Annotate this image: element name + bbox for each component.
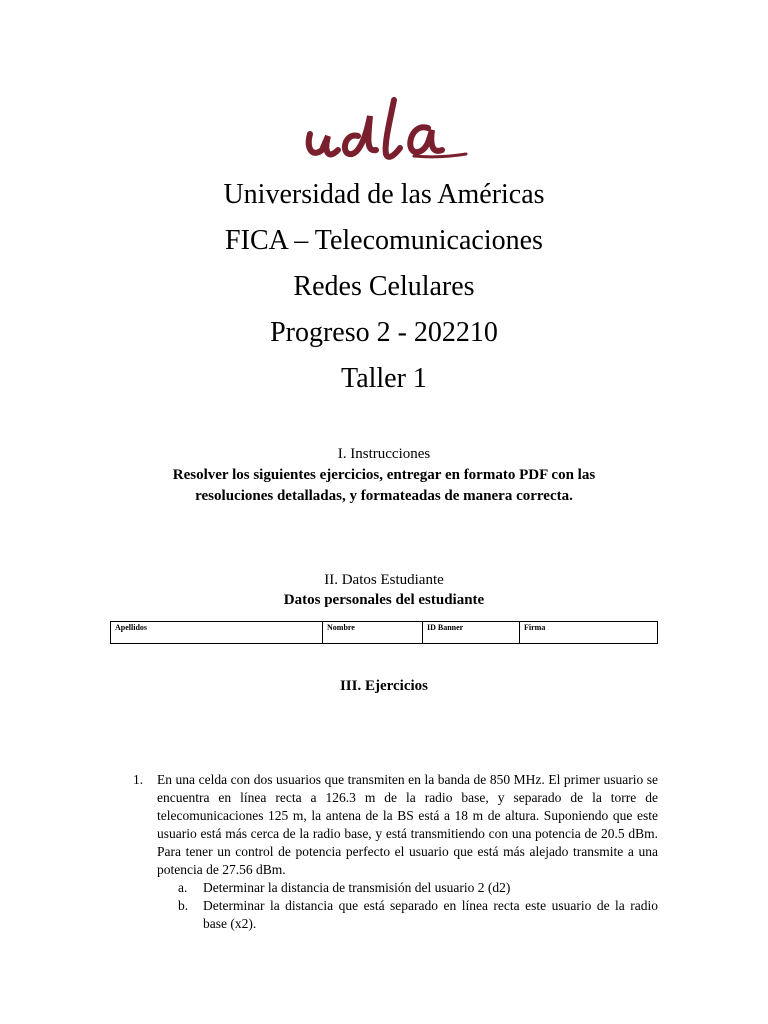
udla-logo <box>296 86 474 174</box>
instructions-heading: I. Instrucciones <box>337 446 431 462</box>
exercises-heading: III. Ejercicios <box>339 678 429 694</box>
subitem-text: Determinar la distancia que está separado en línea recta este usuario de la radio base (x2). <box>203 898 658 931</box>
progress-period: Progreso 2 - 202210 <box>270 317 498 348</box>
faculty-name: FICA – Telecomunicaciones <box>225 225 543 256</box>
university-name: Universidad de las Américas <box>223 179 545 210</box>
exercise-item <box>133 771 658 933</box>
column-id-banner: ID Banner <box>423 622 520 644</box>
column-firma: Firma <box>520 622 658 644</box>
subitem-letter: a. <box>178 880 188 895</box>
student-data-table <box>110 621 658 644</box>
exercise-number: 1. <box>133 772 144 787</box>
column-apellidos: Apellidos <box>111 622 323 644</box>
instructions-text-line1: Resolver los siguientes ejercicios, entregar en formato PDF con las <box>172 467 596 483</box>
workshop-title: Taller 1 <box>341 363 427 394</box>
exercise-subitem <box>178 897 658 933</box>
course-name: Redes Celulares <box>293 271 475 302</box>
subitem-text: Determinar la distancia de transmisión del usuario 2 (d2) <box>203 880 511 895</box>
subitem-letter: b. <box>178 898 189 913</box>
exercise-text: En una celda con dos usuarios que transmiten en la banda de 850 MHz. El primer usuario se encuentra en línea recta a 126.3 m de la radio base, y separado de la torre de telecomunicaciones 125 m, la antena de la BS está a 18 m de altura. Suponiendo que este usuario está más cerca de la radio base, y está transmitiendo con una potencia de 20.5 dBm. Para tener un control de potencia perfecto el usuario que está más alejado transmite a una potencia de 27.56 dBm. <box>157 772 658 877</box>
instructions-text-line2: resoluciones detalladas, y formateadas de manera correcta. <box>195 488 573 504</box>
column-nombre: Nombre <box>323 622 423 644</box>
exercise-subitem <box>178 879 658 897</box>
student-heading: II. Datos Estudiante <box>324 572 444 588</box>
student-subheading: Datos personales del estudiante <box>283 592 485 608</box>
